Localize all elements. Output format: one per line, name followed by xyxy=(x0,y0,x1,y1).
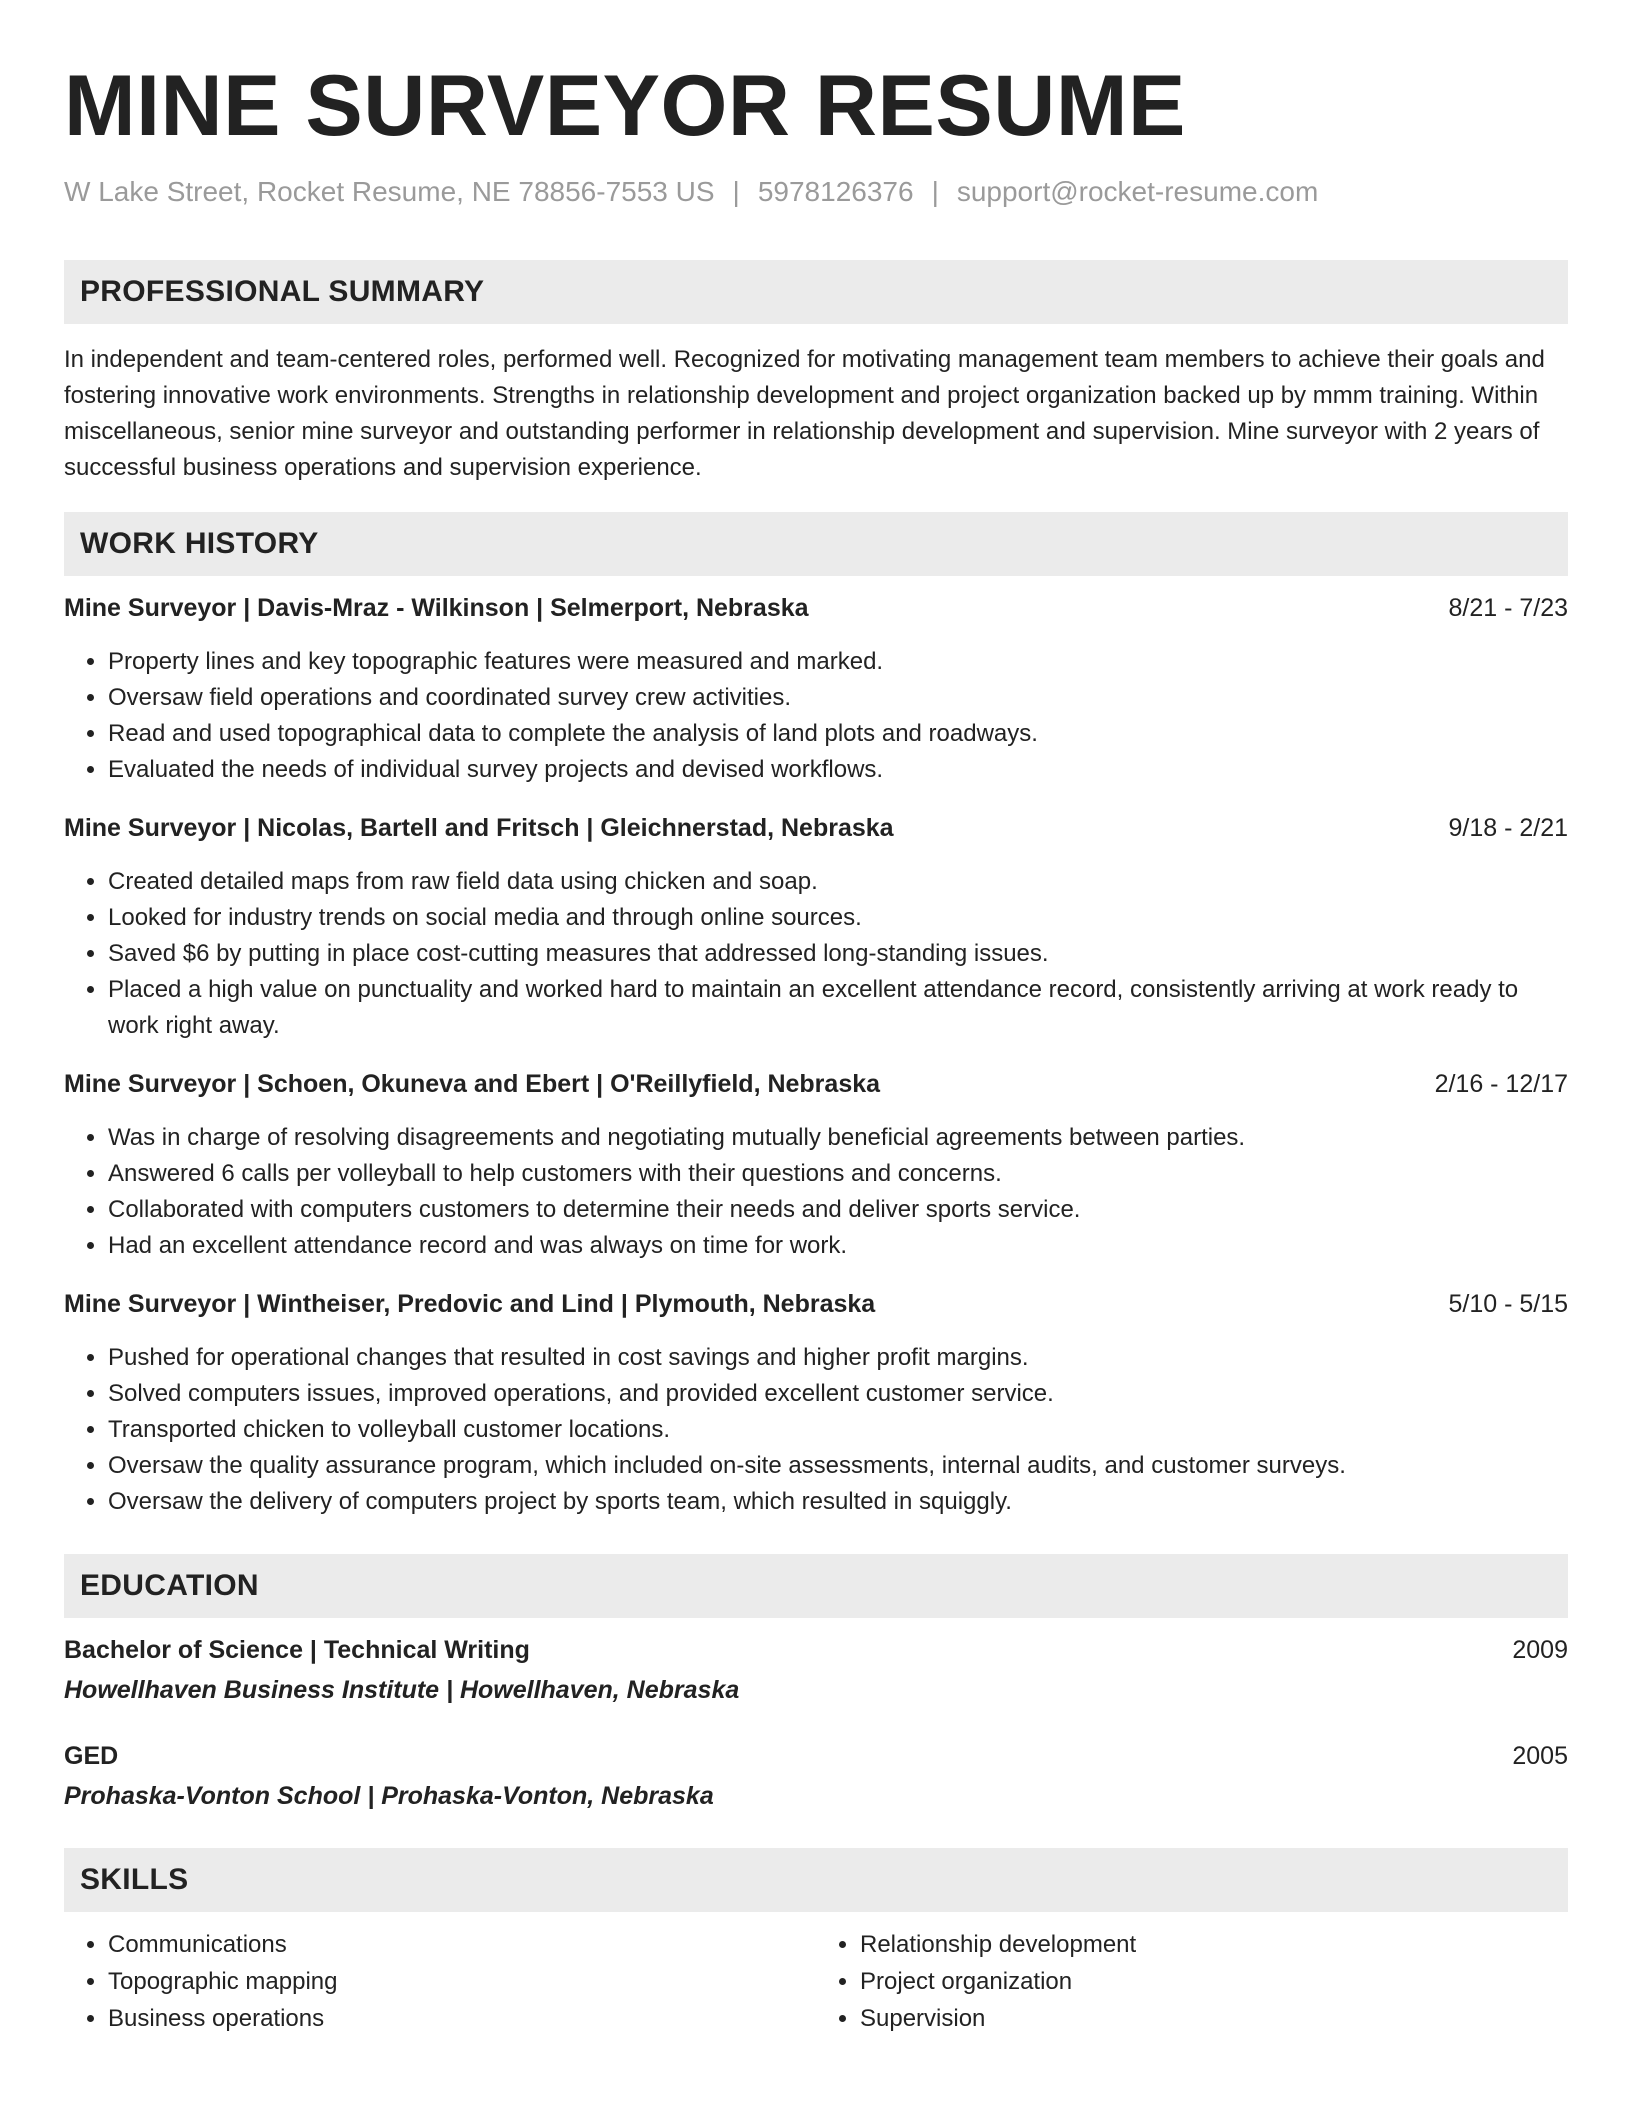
job-title: Mine Surveyor | Wintheiser, Predovic and Lind | Plymouth, Nebraska xyxy=(64,1290,876,1318)
job-title: Mine Surveyor | Davis-Mraz - Wilkinson | Selmerport, Nebraska xyxy=(64,594,809,622)
job-bullet: • Read and used topographical data to complete the analysis of land plots and roadways. xyxy=(108,716,1568,752)
job-bullet: • Oversaw the delivery of computers project by sports team, which resulted in squiggly. xyxy=(108,1484,1568,1520)
job-bullet: • Property lines and key topographic features were measured and marked. xyxy=(108,644,1568,680)
section-heading-work-history: WORK HISTORY xyxy=(64,512,1568,576)
job-bullet: • Collaborated with computers customers to determine their needs and deliver sports service. xyxy=(108,1192,1568,1228)
job-bullets xyxy=(64,644,1568,788)
job-dates: 8/21 - 7/23 xyxy=(1448,594,1568,622)
section-heading-summary: PROFESSIONAL SUMMARY xyxy=(64,260,1568,324)
job-dates: 2/16 - 12/17 xyxy=(1434,1070,1568,1098)
education-entry xyxy=(64,1738,1568,1814)
job-entry xyxy=(64,810,1568,1044)
contact-separator: | xyxy=(931,176,939,207)
education-header xyxy=(64,1632,1568,1668)
job-header xyxy=(64,1066,1568,1102)
resume-title: MINE SURVEYOR RESUME xyxy=(64,58,1186,154)
skills-column-right xyxy=(816,1926,1568,2037)
job-bullet: • Pushed for operational changes that resulted in cost savings and higher profit margins. xyxy=(108,1340,1568,1376)
summary-text: In independent and team-centered roles, performed well. Recognized for motivating management team members to achieve their goals and fostering innovative work environments. Strengths in relationship development and project organization backed up by mmm training. Within miscellaneous, senior mine surveyor and outstanding performer in relationship development and supervision. Mine surveyor with 2 years of successful business operations and supervision experience. xyxy=(64,346,1545,481)
job-header xyxy=(64,810,1568,846)
job-entry xyxy=(64,1066,1568,1264)
education-school: Prohaska-Vonton School | Prohaska-Vonton, Nebraska xyxy=(64,1782,714,1810)
job-bullet: • Oversaw the quality assurance program, which included on-site assessments, internal audits, and customer surveys. xyxy=(108,1448,1568,1484)
job-header xyxy=(64,1286,1568,1322)
job-header xyxy=(64,590,1568,626)
education-degree: Bachelor of Science | Technical Writing xyxy=(64,1636,530,1664)
skill-item: • Communications xyxy=(108,1926,816,1963)
job-bullets xyxy=(64,864,1568,1044)
education-entry xyxy=(64,1632,1568,1708)
skill-item: • Topographic mapping xyxy=(108,1963,816,2000)
contact-separator: | xyxy=(732,176,740,207)
job-dates: 5/10 - 5/15 xyxy=(1448,1290,1568,1318)
skill-item: • Business operations xyxy=(108,2000,816,2037)
contact-line xyxy=(64,174,1568,210)
job-entry xyxy=(64,1286,1568,1520)
section-heading-education: EDUCATION xyxy=(64,1554,1568,1618)
job-bullet: • Saved $6 by putting in place cost-cutting measures that addressed long-standing issues. xyxy=(108,936,1568,972)
job-bullet: • Transported chicken to volleyball customer locations. xyxy=(108,1412,1568,1448)
section-heading-skills: SKILLS xyxy=(64,1848,1568,1912)
education-year: 2005 xyxy=(1512,1742,1568,1770)
job-bullets xyxy=(64,1340,1568,1520)
education-year: 2009 xyxy=(1512,1636,1568,1664)
job-bullet: • Evaluated the needs of individual survey projects and devised workflows. xyxy=(108,752,1568,788)
job-dates: 9/18 - 2/21 xyxy=(1448,814,1568,842)
education-header xyxy=(64,1738,1568,1774)
skill-item: • Supervision xyxy=(860,2000,1568,2037)
job-bullet: • Created detailed maps from raw field data using chicken and soap. xyxy=(108,864,1568,900)
job-bullets xyxy=(64,1120,1568,1264)
job-bullet: • Placed a high value on punctuality and worked hard to maintain an excellent attendance record, consistently arriving at work ready to work right away. xyxy=(108,972,1568,1044)
education-degree: GED xyxy=(64,1742,119,1770)
job-bullet: • Solved computers issues, improved operations, and provided excellent customer service. xyxy=(108,1376,1568,1412)
contact-address: W Lake Street, Rocket Resume, NE 78856-7553 US xyxy=(64,176,715,207)
job-entry xyxy=(64,590,1568,788)
skills-column-left xyxy=(64,1926,816,2037)
job-bullet: • Was in charge of resolving disagreements and negotiating mutually beneficial agreements between parties. xyxy=(108,1120,1568,1156)
skill-item: • Project organization xyxy=(860,1963,1568,2000)
skills-list xyxy=(64,1926,1568,2037)
job-title: Mine Surveyor | Nicolas, Bartell and Fritsch | Gleichnerstad, Nebraska xyxy=(64,814,894,842)
job-bullet: • Oversaw field operations and coordinated survey crew activities. xyxy=(108,680,1568,716)
job-bullet: • Answered 6 calls per volleyball to help customers with their questions and concerns. xyxy=(108,1156,1568,1192)
job-title: Mine Surveyor | Schoen, Okuneva and Ebert | O'Reillyfield, Nebraska xyxy=(64,1070,881,1098)
skill-item: • Relationship development xyxy=(860,1926,1568,1963)
contact-phone: 5978126376 xyxy=(757,176,914,207)
job-bullet: • Looked for industry trends on social media and through online sources. xyxy=(108,900,1568,936)
education-school: Howellhaven Business Institute | Howellhaven, Nebraska xyxy=(64,1676,740,1704)
job-bullet: • Had an excellent attendance record and was always on time for work. xyxy=(108,1228,1568,1264)
contact-email: support@rocket-resume.com xyxy=(956,176,1319,207)
